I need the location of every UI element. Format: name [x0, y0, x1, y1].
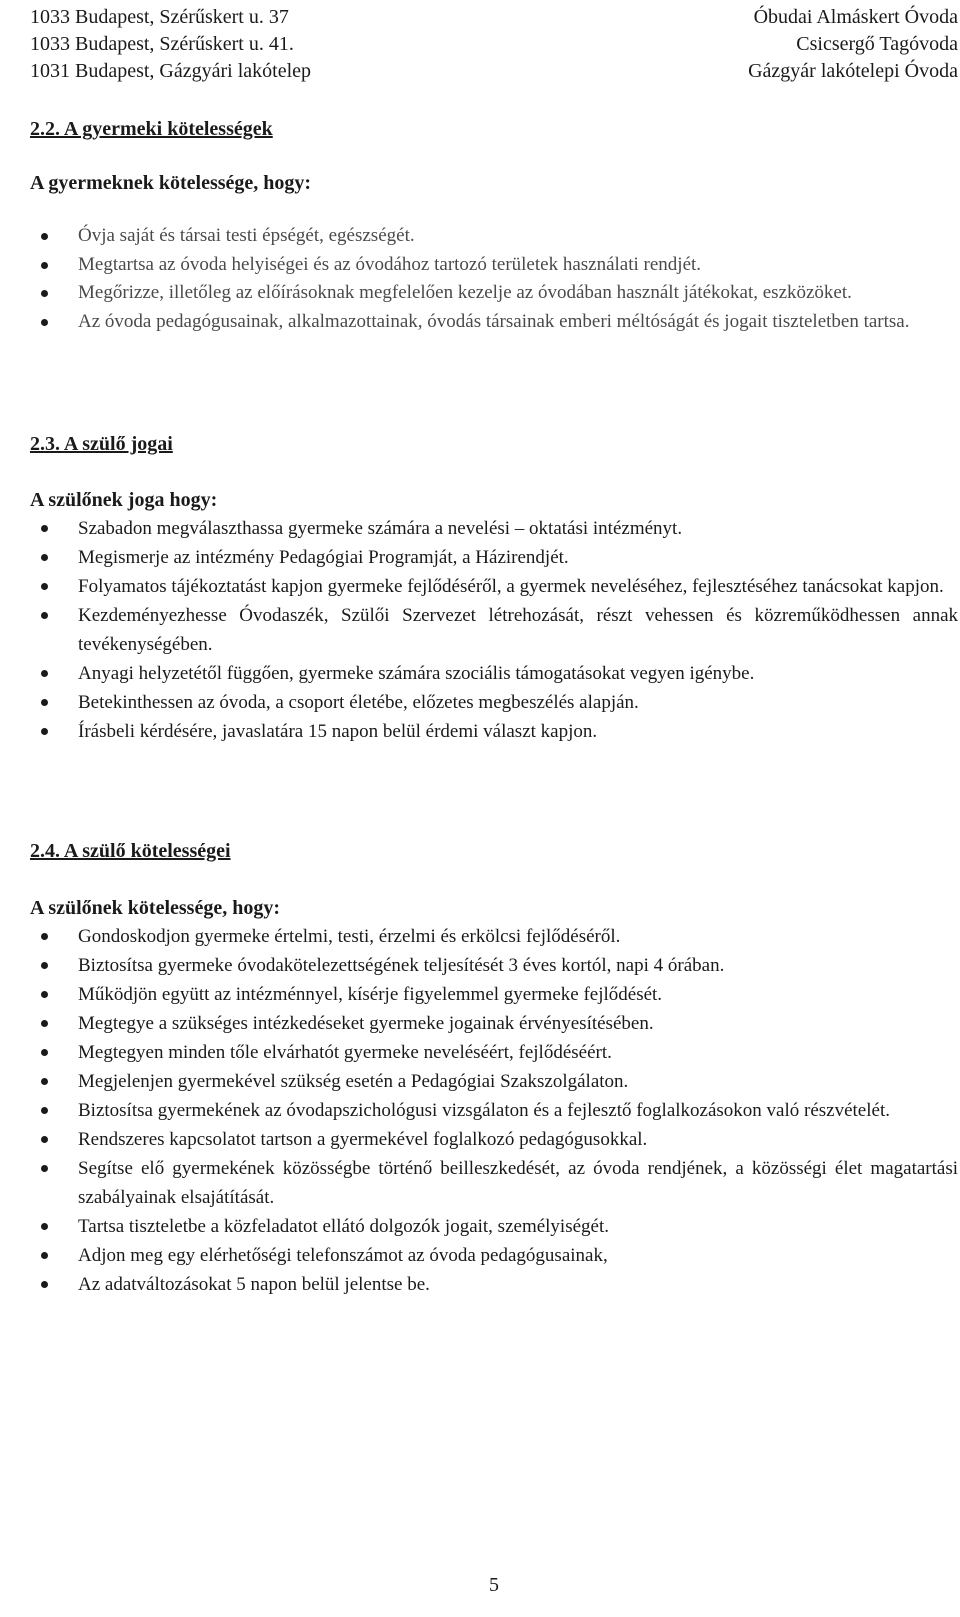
section-intro: A szülőnek joga hogy: [30, 489, 218, 511]
page-number: 5 [489, 1574, 499, 1596]
list-item: Az óvoda pedagógusainak, alkalmazottainak, óvodás társainak emberi méltóságát és jogait tiszteletben tartsa. [30, 308, 958, 337]
bullet-list [30, 222, 958, 336]
section-heading: 2.3. A szülő jogai [30, 433, 173, 455]
list-item: Megismerje az intézmény Pedagógiai Programját, a Házirendjét. [30, 543, 958, 572]
list-item: Folyamatos tájékoztatást kapjon gyermeke fejlődéséről, a gyermek neveléséhez, fejlesztéséhez tanácsokat kapjon. [30, 572, 958, 601]
list-item: Megtegyen minden tőle elvárhatót gyermeke neveléséért, fejlődéséért. [30, 1038, 958, 1067]
letterhead [30, 4, 958, 85]
list-item: Működjön együtt az intézménnyel, kísérje figyelemmel gyermeke fejlődését. [30, 980, 958, 1009]
list-item: Megőrizze, illetőleg az előírásoknak megfelelően kezelje az óvodában használt játékokat, eszközöket. [30, 279, 958, 308]
letterhead-institution: Óbudai Almáskert Óvoda [753, 6, 958, 28]
list-item: Az adatváltozásokat 5 napon belül jelentse be. [30, 1270, 958, 1299]
list-item: Szabadon megválaszthassa gyermeke számára a nevelési – oktatási intézményt. [30, 514, 958, 543]
bullet-list [30, 922, 958, 1299]
letterhead-address: 1033 Budapest, Szérűskert u. 41. [30, 33, 294, 55]
bullet-list [30, 514, 958, 746]
list-item: Kezdeményezhesse Óvodaszék, Szülői Szervezet létrehozását, részt vehessen és közreműködhessen annak tevékenységében. [30, 601, 958, 659]
list-item: Tartsa tiszteletbe a közfeladatot ellátó dolgozók jogait, személyiségét. [30, 1212, 958, 1241]
letterhead-institution: Csicsergő Tagóvoda [796, 33, 958, 55]
list-item: Adjon meg egy elérhetőségi telefonszámot az óvoda pedagógusainak, [30, 1241, 958, 1270]
section-heading: 2.4. A szülő kötelességei [30, 840, 231, 862]
section-heading: 2.2. A gyermeki kötelességek [30, 118, 273, 140]
list-item: Írásbeli kérdésére, javaslatára 15 napon belül érdemi választ kapjon. [30, 717, 958, 746]
letterhead-row [30, 31, 958, 58]
section-parent-duties [30, 838, 958, 1299]
list-item: Óvja saját és társai testi épségét, egészségét. [30, 222, 958, 251]
list-item: Megjelenjen gyermekével szükség esetén a Pedagógiai Szakszolgálaton. [30, 1067, 958, 1096]
section-child-duties [30, 116, 958, 336]
list-item: Rendszeres kapcsolatot tartson a gyermekével foglalkozó pedagógusokkal. [30, 1125, 958, 1154]
list-item: Segítse elő gyermekének közösségbe történő beilleszkedését, az óvoda rendjének, a közösségi élet magatartási szabályainak elsajátítását. [30, 1154, 958, 1212]
letterhead-address: 1031 Budapest, Gázgyári lakótelep [30, 60, 312, 82]
letterhead-institution: Gázgyár lakótelepi Óvoda [748, 60, 958, 82]
section-intro: A szülőnek kötelessége, hogy: [30, 897, 280, 919]
list-item: Biztosítsa gyermeke óvodakötelezettségének teljesítését 3 éves kortól, napi 4 órában. [30, 951, 958, 980]
list-item: Anyagi helyzetétől függően, gyermeke számára szociális támogatásokat vegyen igénybe. [30, 659, 958, 688]
document-page [30, 0, 958, 1617]
list-item: Gondoskodjon gyermeke értelmi, testi, érzelmi és erkölcsi fejlődéséről. [30, 922, 958, 951]
letterhead-address: 1033 Budapest, Szérűskert u. 37 [30, 6, 289, 28]
section-intro: A gyermeknek kötelessége, hogy: [30, 172, 312, 194]
letterhead-row [30, 58, 958, 85]
list-item: Megtartsa az óvoda helyiségei és az óvodához tartozó területek használati rendjét. [30, 251, 958, 280]
letterhead-row [30, 4, 958, 31]
section-parent-rights [30, 431, 958, 746]
list-item: Biztosítsa gyermekének az óvodapszichológusi vizsgálaton és a fejlesztő foglalkozásokon való részvételét. [30, 1096, 958, 1125]
list-item: Betekinthessen az óvoda, a csoport életébe, előzetes megbeszélés alapján. [30, 688, 958, 717]
list-item: Megtegye a szükséges intézkedéseket gyermeke jogainak érvényesítésében. [30, 1009, 958, 1038]
